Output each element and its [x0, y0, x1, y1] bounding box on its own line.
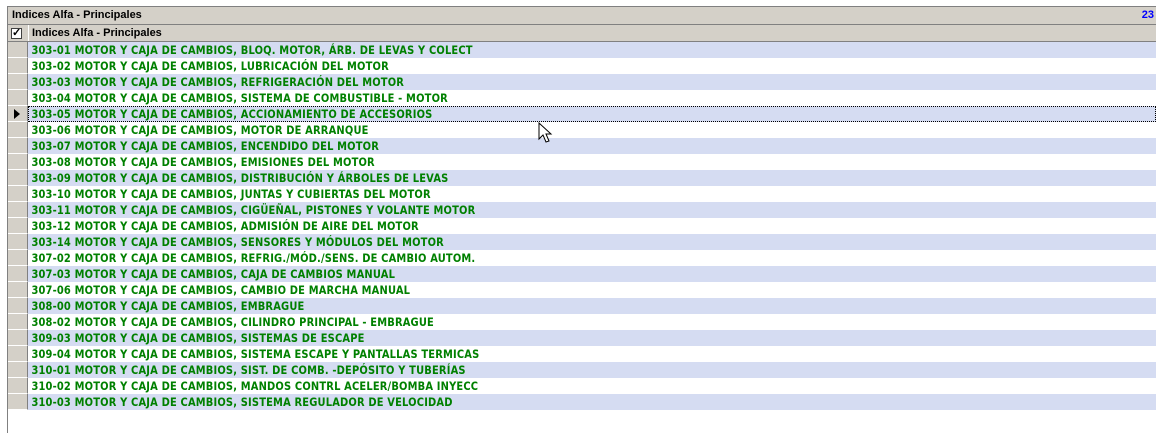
- table-row[interactable]: [8, 170, 1156, 186]
- row-cell[interactable]: [28, 58, 1156, 74]
- row-selector[interactable]: [8, 186, 28, 202]
- row-cell[interactable]: [28, 42, 1156, 58]
- panel-title: Indices Alfa - Principales: [12, 9, 142, 21]
- row-cell[interactable]: [28, 218, 1156, 234]
- row-label: 310-02 MOTOR Y CAJA DE CAMBIOS, MANDOS CONTRL ACELER/BOMBA INYECC: [31, 379, 479, 393]
- row-selector[interactable]: [8, 250, 28, 266]
- row-label: 310-01 MOTOR Y CAJA DE CAMBIOS, SIST. DE COMB. -DEPÓSITO Y TUBERÍAS: [31, 363, 466, 377]
- select-all-checkbox[interactable]: [11, 28, 22, 39]
- column-header-label[interactable]: Indices Alfa - Principales: [28, 25, 162, 41]
- table-row[interactable]: [8, 106, 1156, 122]
- row-selector[interactable]: [8, 74, 28, 90]
- row-selector[interactable]: [8, 170, 28, 186]
- triangle-right-icon: [14, 109, 20, 119]
- row-selector[interactable]: [8, 154, 28, 170]
- row-cell[interactable]: [28, 234, 1156, 250]
- row-cell[interactable]: [28, 202, 1156, 218]
- row-label: 303-06 MOTOR Y CAJA DE CAMBIOS, MOTOR DE ARRANQUE: [31, 123, 369, 137]
- row-cell[interactable]: [28, 346, 1156, 362]
- row-selector[interactable]: [8, 234, 28, 250]
- row-cell[interactable]: [28, 154, 1156, 170]
- row-cell[interactable]: [28, 138, 1156, 154]
- row-label: 310-03 MOTOR Y CAJA DE CAMBIOS, SISTEMA REGULADOR DE VELOCIDAD: [31, 395, 453, 409]
- panel-title-bar: [8, 7, 1156, 25]
- row-cell[interactable]: [28, 122, 1156, 138]
- row-selector[interactable]: [8, 362, 28, 378]
- row-cell[interactable]: [28, 298, 1156, 314]
- row-selector[interactable]: [8, 122, 28, 138]
- table-row[interactable]: [8, 90, 1156, 106]
- table-row[interactable]: [8, 122, 1156, 138]
- row-label: 303-09 MOTOR Y CAJA DE CAMBIOS, DISTRIBUCIÓN Y ÁRBOLES DE LEVAS: [31, 171, 449, 185]
- table-row[interactable]: [8, 218, 1156, 234]
- table-row[interactable]: [8, 362, 1156, 378]
- row-selector[interactable]: [8, 394, 28, 410]
- row-selector[interactable]: [8, 346, 28, 362]
- table-row[interactable]: [8, 346, 1156, 362]
- row-cell[interactable]: [28, 74, 1156, 90]
- table-row[interactable]: [8, 282, 1156, 298]
- row-label: 303-04 MOTOR Y CAJA DE CAMBIOS, SISTEMA DE COMBUSTIBLE - MOTOR: [31, 91, 448, 105]
- row-label: 303-10 MOTOR Y CAJA DE CAMBIOS, JUNTAS Y CUBIERTAS DEL MOTOR: [31, 187, 431, 201]
- row-label: 307-03 MOTOR Y CAJA DE CAMBIOS, CAJA DE CAMBIOS MANUAL: [31, 267, 396, 281]
- row-cell[interactable]: [28, 330, 1156, 346]
- index-rows: [8, 42, 1156, 410]
- table-row[interactable]: [8, 250, 1156, 266]
- row-selector[interactable]: [8, 330, 28, 346]
- row-label: 309-03 MOTOR Y CAJA DE CAMBIOS, SISTEMAS DE ESCAPE: [31, 331, 365, 345]
- row-cell[interactable]: [28, 394, 1156, 410]
- table-row[interactable]: [8, 234, 1156, 250]
- index-list-panel: [7, 6, 1156, 433]
- table-row[interactable]: [8, 138, 1156, 154]
- row-selector[interactable]: [8, 58, 28, 74]
- row-label: 307-06 MOTOR Y CAJA DE CAMBIOS, CAMBIO DE MARCHA MANUAL: [31, 283, 411, 297]
- row-label: 303-14 MOTOR Y CAJA DE CAMBIOS, SENSORES Y MÓDULOS DEL MOTOR: [31, 235, 444, 249]
- table-row[interactable]: [8, 74, 1156, 90]
- row-label: 303-12 MOTOR Y CAJA DE CAMBIOS, ADMISIÓN DE AIRE DEL MOTOR: [31, 219, 419, 233]
- row-selector[interactable]: [8, 138, 28, 154]
- row-label: 303-02 MOTOR Y CAJA DE CAMBIOS, LUBRICACIÓN DEL MOTOR: [31, 59, 389, 73]
- table-row[interactable]: [8, 186, 1156, 202]
- row-cell[interactable]: [28, 250, 1156, 266]
- row-cell[interactable]: [28, 106, 1156, 122]
- row-label: 308-00 MOTOR Y CAJA DE CAMBIOS, EMBRAGUE: [31, 299, 305, 313]
- table-row[interactable]: [8, 394, 1156, 410]
- row-selector[interactable]: [8, 298, 28, 314]
- row-selector[interactable]: [8, 42, 28, 58]
- row-label: 303-11 MOTOR Y CAJA DE CAMBIOS, CIGÜEÑAL, PISTONES Y VOLANTE MOTOR: [31, 203, 476, 217]
- row-selector[interactable]: [8, 378, 28, 394]
- row-cell[interactable]: [28, 362, 1156, 378]
- row-cell[interactable]: [28, 378, 1156, 394]
- row-cell[interactable]: [28, 90, 1156, 106]
- row-label: 303-05 MOTOR Y CAJA DE CAMBIOS, ACCIONAMIENTO DE ACCESORIOS: [31, 107, 433, 121]
- row-cell[interactable]: [28, 282, 1156, 298]
- row-label: 307-02 MOTOR Y CAJA DE CAMBIOS, REFRIG./MÓD./SENS. DE CAMBIO AUTOM.: [31, 251, 476, 265]
- checkmark-icon: ✓: [12, 26, 22, 39]
- row-selector[interactable]: [8, 202, 28, 218]
- row-cell[interactable]: [28, 314, 1156, 330]
- row-label: 303-08 MOTOR Y CAJA DE CAMBIOS, EMISIONES DEL MOTOR: [31, 155, 375, 169]
- column-header: [8, 25, 1156, 42]
- table-row[interactable]: [8, 202, 1156, 218]
- row-selector[interactable]: [8, 282, 28, 298]
- row-cell[interactable]: [28, 186, 1156, 202]
- table-row[interactable]: [8, 42, 1156, 58]
- record-count: 23: [1141, 9, 1154, 21]
- row-label: 303-07 MOTOR Y CAJA DE CAMBIOS, ENCENDIDO DEL MOTOR: [31, 139, 380, 153]
- row-label: 309-04 MOTOR Y CAJA DE CAMBIOS, SISTEMA ESCAPE Y PANTALLAS TERMICAS: [31, 347, 480, 361]
- row-label: 303-01 MOTOR Y CAJA DE CAMBIOS, BLOQ. MOTOR, ÁRB. DE LEVAS Y COLECT: [31, 43, 473, 57]
- row-cell[interactable]: [28, 170, 1156, 186]
- row-label: 308-02 MOTOR Y CAJA DE CAMBIOS, CILINDRO PRINCIPAL - EMBRAGUE: [31, 315, 434, 329]
- row-cell[interactable]: [28, 266, 1156, 282]
- table-row[interactable]: [8, 266, 1156, 282]
- table-row[interactable]: [8, 154, 1156, 170]
- row-selector[interactable]: [8, 90, 28, 106]
- table-row[interactable]: [8, 314, 1156, 330]
- row-selector[interactable]: [8, 266, 28, 282]
- table-row[interactable]: [8, 58, 1156, 74]
- row-selector[interactable]: [8, 314, 28, 330]
- table-row[interactable]: [8, 378, 1156, 394]
- table-row[interactable]: [8, 298, 1156, 314]
- row-selector[interactable]: [8, 218, 28, 234]
- row-selector[interactable]: [8, 106, 28, 122]
- row-label: 303-03 MOTOR Y CAJA DE CAMBIOS, REFRIGERACIÓN DEL MOTOR: [31, 75, 405, 89]
- table-row[interactable]: [8, 330, 1156, 346]
